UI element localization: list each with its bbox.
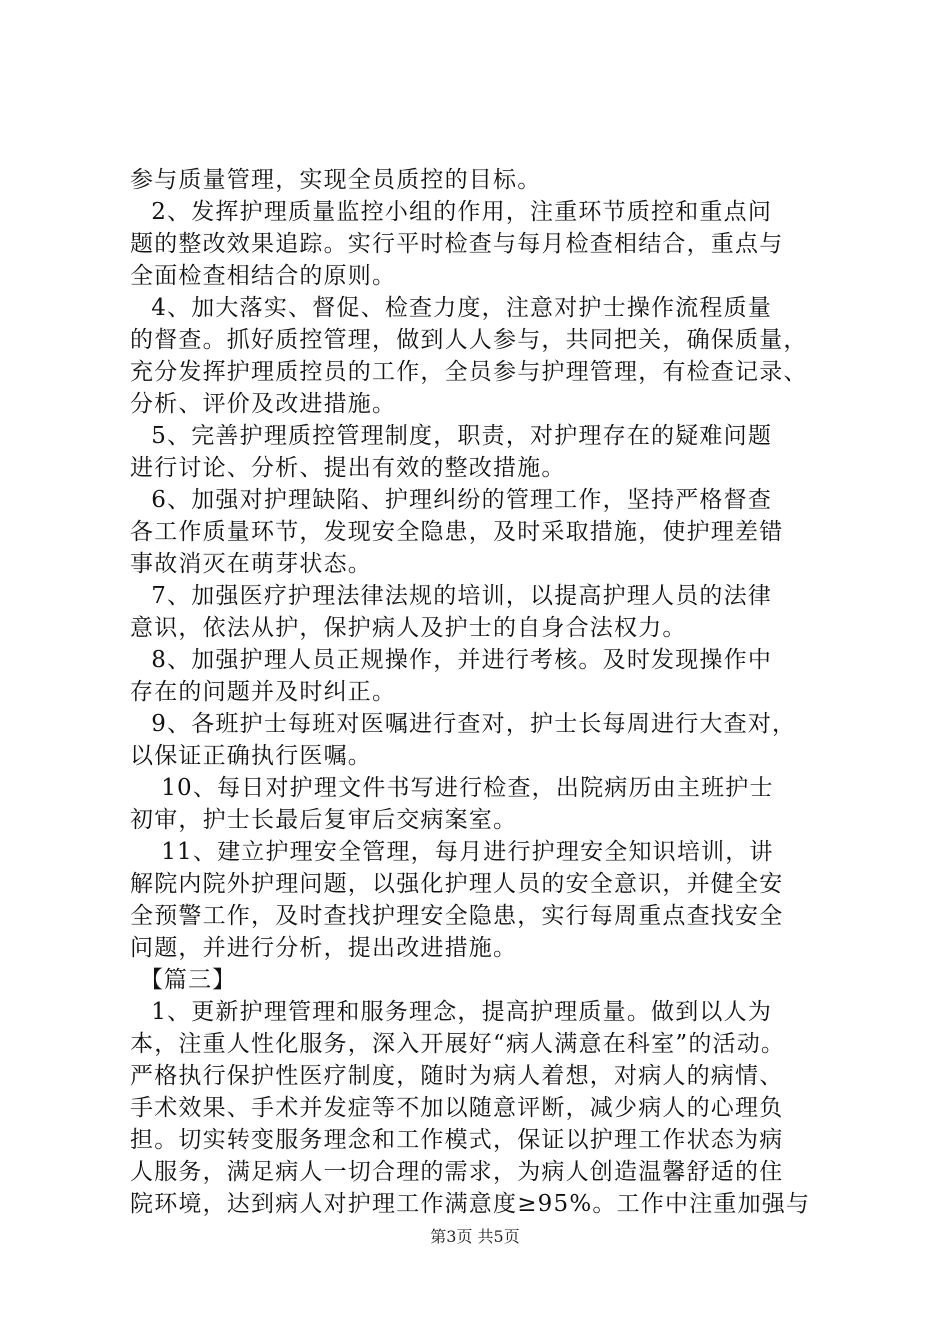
text-line: 严格执行保护性医疗制度，随时为病人着想，对病人的病情、 (130, 1063, 784, 1089)
text-line: 人服务，满足病人一切合理的需求，为病人创造温馨舒适的住 (130, 1159, 784, 1185)
text-line: 4、加大落实、督促、检查力度，注意对护士操作流程质量 (127, 295, 773, 321)
text-line: 8、加强护理人员正规操作，并进行考核。及时发现操作中 (127, 647, 773, 673)
text-line: 意识，依法从护，保护病人及护士的自身合法权力。 (130, 615, 687, 641)
text-line: 事故消灭在萌芽状态。 (130, 551, 372, 577)
text-line: 全面检查相结合的原则。 (130, 263, 397, 289)
text-line: 分析、评价及改进措施。 (130, 391, 397, 417)
text-line: 2、发挥护理质量监控小组的作用，注重环节质控和重点问 (127, 199, 773, 225)
text-line: 的督查。抓好质控管理，做到人人参与，共同把关，确保质量， (130, 327, 808, 353)
text-line: 存在的问题并及时纠正。 (130, 679, 397, 705)
text-line: 手术效果、手术并发症等不加以随意评断，减少病人的心理负 (130, 1095, 784, 1121)
page-footer: 第3页 共5页 (430, 1227, 520, 1246)
text-line: 5、完善护理质控管理制度，职责，对护理存在的疑难问题 (127, 423, 773, 449)
text-line: 1、更新护理管理和服务理念，提高护理质量。做到以人为 (127, 999, 773, 1025)
text-line: 7、加强医疗护理法律法规的培训，以提高护理人员的法律 (127, 583, 773, 609)
text-line: 参与质量管理，实现全员质控的目标。 (130, 167, 542, 193)
text-line: 各工作质量环节，发现安全隐患，及时采取措施，使护理差错 (130, 519, 784, 545)
text-line: 充分发挥护理质控员的工作，全员参与护理管理，有检查记录、 (130, 359, 808, 385)
text-line: 解院内院外护理问题，以强化护理人员的安全意识，并健全安 (130, 871, 784, 897)
text-line: 担。切实转变服务理念和工作模式，保证以护理工作状态为病 (130, 1127, 784, 1153)
text-line: 10、每日对护理文件书写进行检查，出院病历由主班护士 (137, 775, 774, 801)
text-line: 6、加强对护理缺陷、护理纠纷的管理工作，坚持严格督查 (127, 487, 773, 513)
text-line: 9、各班护士每班对医嘱进行查对，护士长每周进行大查对， (127, 711, 797, 737)
text-line: 题的整改效果追踪。实行平时检查与每月检查相结合，重点与 (130, 231, 784, 257)
text-line: 【篇三】 (127, 967, 237, 993)
text-line: 院环境，达到病人对护理工作满意度≥95%。工作中注重加强与 (130, 1191, 811, 1217)
text-line: 问题，并进行分析，提出改进措施。 (130, 935, 518, 961)
text-line: 初审，护士长最后复审后交病案室。 (130, 807, 518, 833)
text-line: 以保证正确执行医嘱。 (130, 743, 372, 769)
text-line: 本，注重人性化服务，深入开展好“病人满意在科室”的活动。 (130, 1031, 786, 1057)
text-line: 进行讨论、分析、提出有效的整改措施。 (130, 455, 566, 481)
text-line: 全预警工作，及时查找护理安全隐患，实行每周重点查找安全 (130, 903, 784, 929)
text-line: 11、建立护理安全管理，每月进行护理安全知识培训，讲 (137, 839, 774, 865)
